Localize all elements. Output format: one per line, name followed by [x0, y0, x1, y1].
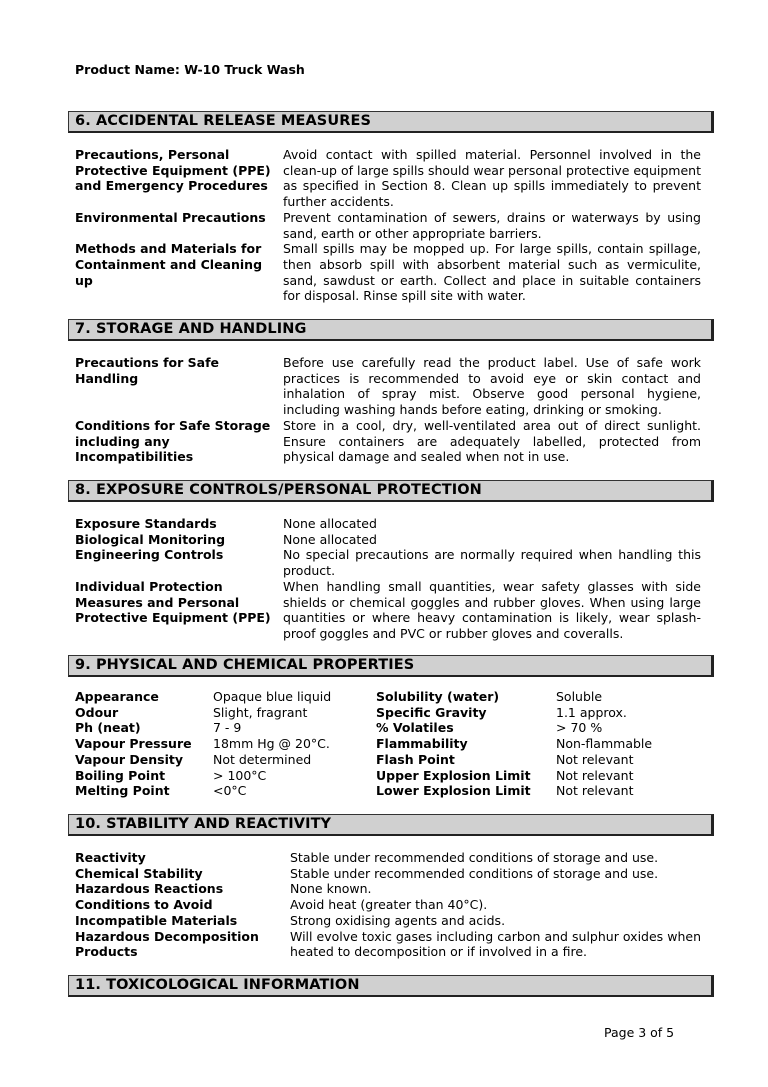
table-row [75, 850, 701, 866]
field-value: Store in a cool, dry, well-ventilated area out of direct sunlight. Ensure containers are adequately labelled, protected from physical damage and sealed when not in use. [283, 417, 701, 465]
field-label: Engineering Controls [75, 547, 224, 563]
table-row [75, 866, 701, 882]
field-label: Environmental Precautions [75, 209, 266, 225]
field-value: None allocated [283, 516, 377, 531]
property-value: Not relevant [556, 751, 634, 767]
section-7-body [75, 355, 701, 465]
property-label: Vapour Pressure [75, 736, 192, 752]
property-label: Vapour Density [75, 751, 183, 767]
property-value: 7 - 9 [213, 720, 242, 736]
property-value: > 100°C [213, 767, 267, 783]
property-value: 1.1 approx. [556, 704, 627, 720]
section-7-header: 7. STORAGE AND HANDLING [68, 319, 714, 341]
section-10-body [75, 850, 701, 960]
field-value: Avoid heat (greater than 40°C). [290, 897, 488, 913]
table-row [75, 881, 701, 897]
table-row [75, 783, 696, 799]
property-label: % Volatiles [376, 720, 454, 736]
page-number: Page 3 of 5 [604, 1025, 675, 1040]
table-row [75, 752, 696, 768]
field-label: Biological Monitoring [75, 531, 226, 547]
property-value: 18mm Hg @ 20°C. [213, 736, 330, 752]
section-8-body [75, 516, 701, 642]
property-label: Flash Point [376, 751, 455, 767]
table-row [75, 720, 696, 736]
section-8-header: 8. EXPOSURE CONTROLS/PERSONAL PROTECTION [68, 480, 714, 502]
section-11-header: 11. TOXICOLOGICAL INFORMATION [68, 975, 714, 997]
field-value: None allocated [283, 531, 377, 547]
field-value: None known. [290, 881, 372, 897]
table-row [75, 210, 701, 241]
field-value: Stable under recommended conditions of storage and use. [290, 865, 659, 881]
property-label: Upper Explosion Limit [376, 767, 531, 783]
table-row [75, 897, 701, 913]
field-value: Strong oxidising agents and acids. [290, 912, 506, 928]
field-value: When handling small quantities, wear safety glasses with side shields or chemical goggles and rubber gloves. When using large quantities or where heavy contamination is likely, wear splash-proof goggles and PVC or rubber gloves and coveralls. [283, 578, 701, 641]
field-label: Precautions for Safe Handling [75, 355, 219, 386]
property-label: Ph (neat) [75, 720, 141, 736]
property-value: Slight, fragrant [213, 704, 308, 720]
field-label: Individual Protection Measures and Personal Protective Equipment (PPE) [75, 578, 271, 626]
property-label: Specific Gravity [376, 704, 487, 720]
table-row [75, 516, 701, 532]
field-label: Hazardous Decomposition Products [75, 928, 259, 960]
table-row [75, 547, 701, 578]
table-row [75, 768, 696, 784]
table-row [75, 689, 696, 705]
property-value: Not relevant [556, 767, 634, 783]
field-value: Stable under recommended conditions of storage and use. [290, 850, 659, 865]
section-6-body [75, 147, 701, 304]
section-6-header: 6. ACCIDENTAL RELEASE MEASURES [68, 111, 714, 133]
property-value: > 70 % [556, 720, 603, 736]
field-value: Avoid contact with spilled material. Personnel involved in the clean-up of large spills should wear personal protective equipment as specified in Section 8. Clean up spills immediately to prevent further accidents. [283, 147, 701, 210]
property-value: Not relevant [556, 783, 634, 799]
field-value: No special precautions are normally required when handling this product. [283, 547, 701, 579]
table-row [75, 913, 701, 929]
property-label: Appearance [75, 689, 159, 704]
section-10-header: 10. STABILITY AND REACTIVITY [68, 814, 714, 836]
field-label: Chemical Stability [75, 865, 203, 881]
section-9-body [75, 689, 696, 799]
table-row [75, 418, 701, 465]
field-value: Will evolve toxic gases including carbon and sulphur oxides when heated to decomposition or if involved in a fire. [290, 928, 701, 960]
property-label: Boiling Point [75, 767, 166, 783]
field-label: Exposure Standards [75, 516, 217, 531]
product-name: Product Name: W-10 Truck Wash [75, 62, 305, 77]
property-value: Soluble [556, 689, 603, 704]
table-row [75, 355, 701, 418]
section-9-header: 9. PHYSICAL AND CHEMICAL PROPERTIES [68, 655, 714, 677]
property-label: Melting Point [75, 783, 170, 799]
field-value: Prevent contamination of sewers, drains or waterways by using sand, earth or other appropriate barriers. [283, 209, 701, 241]
field-label: Conditions to Avoid [75, 897, 213, 913]
field-label: Methods and Materials for Containment and Cleaning up [75, 241, 263, 288]
field-label: Incompatible Materials [75, 912, 238, 928]
table-row [75, 532, 701, 548]
field-value: Small spills may be mopped up. For large spills, contain spillage, then absorb spill with absorbent material such as vermiculite, sand, sawdust or earth. Collect and place in suitable containers for disposal. Rinse spill site with water. [283, 241, 701, 304]
property-value: <0°C [213, 783, 247, 799]
table-row [75, 705, 696, 721]
field-label: Precautions, Personal Protective Equipment (PPE) and Emergency Procedures [75, 147, 271, 194]
property-label: Lower Explosion Limit [376, 783, 531, 799]
property-value: Opaque blue liquid [213, 689, 332, 704]
property-label: Odour [75, 704, 119, 720]
field-label: Hazardous Reactions [75, 881, 224, 897]
table-row [75, 241, 701, 304]
field-label: Conditions for Safe Storage including any Incompatibilities [75, 417, 271, 465]
property-label: Flammability [376, 736, 468, 752]
table-row [75, 929, 701, 960]
table-row [75, 736, 696, 752]
property-value: Non-flammable [556, 736, 653, 752]
table-row [75, 579, 701, 642]
field-label: Reactivity [75, 850, 146, 865]
property-value: Not determined [213, 751, 312, 767]
table-row [75, 147, 701, 210]
field-value: Before use carefully read the product label. Use of safe work practices is recommended to avoid eye or skin contact and inhalation of spray mist. Observe good personal hygiene, including washing hands before eating, drinking or smoking. [283, 355, 701, 418]
property-label: Solubility (water) [376, 689, 500, 704]
